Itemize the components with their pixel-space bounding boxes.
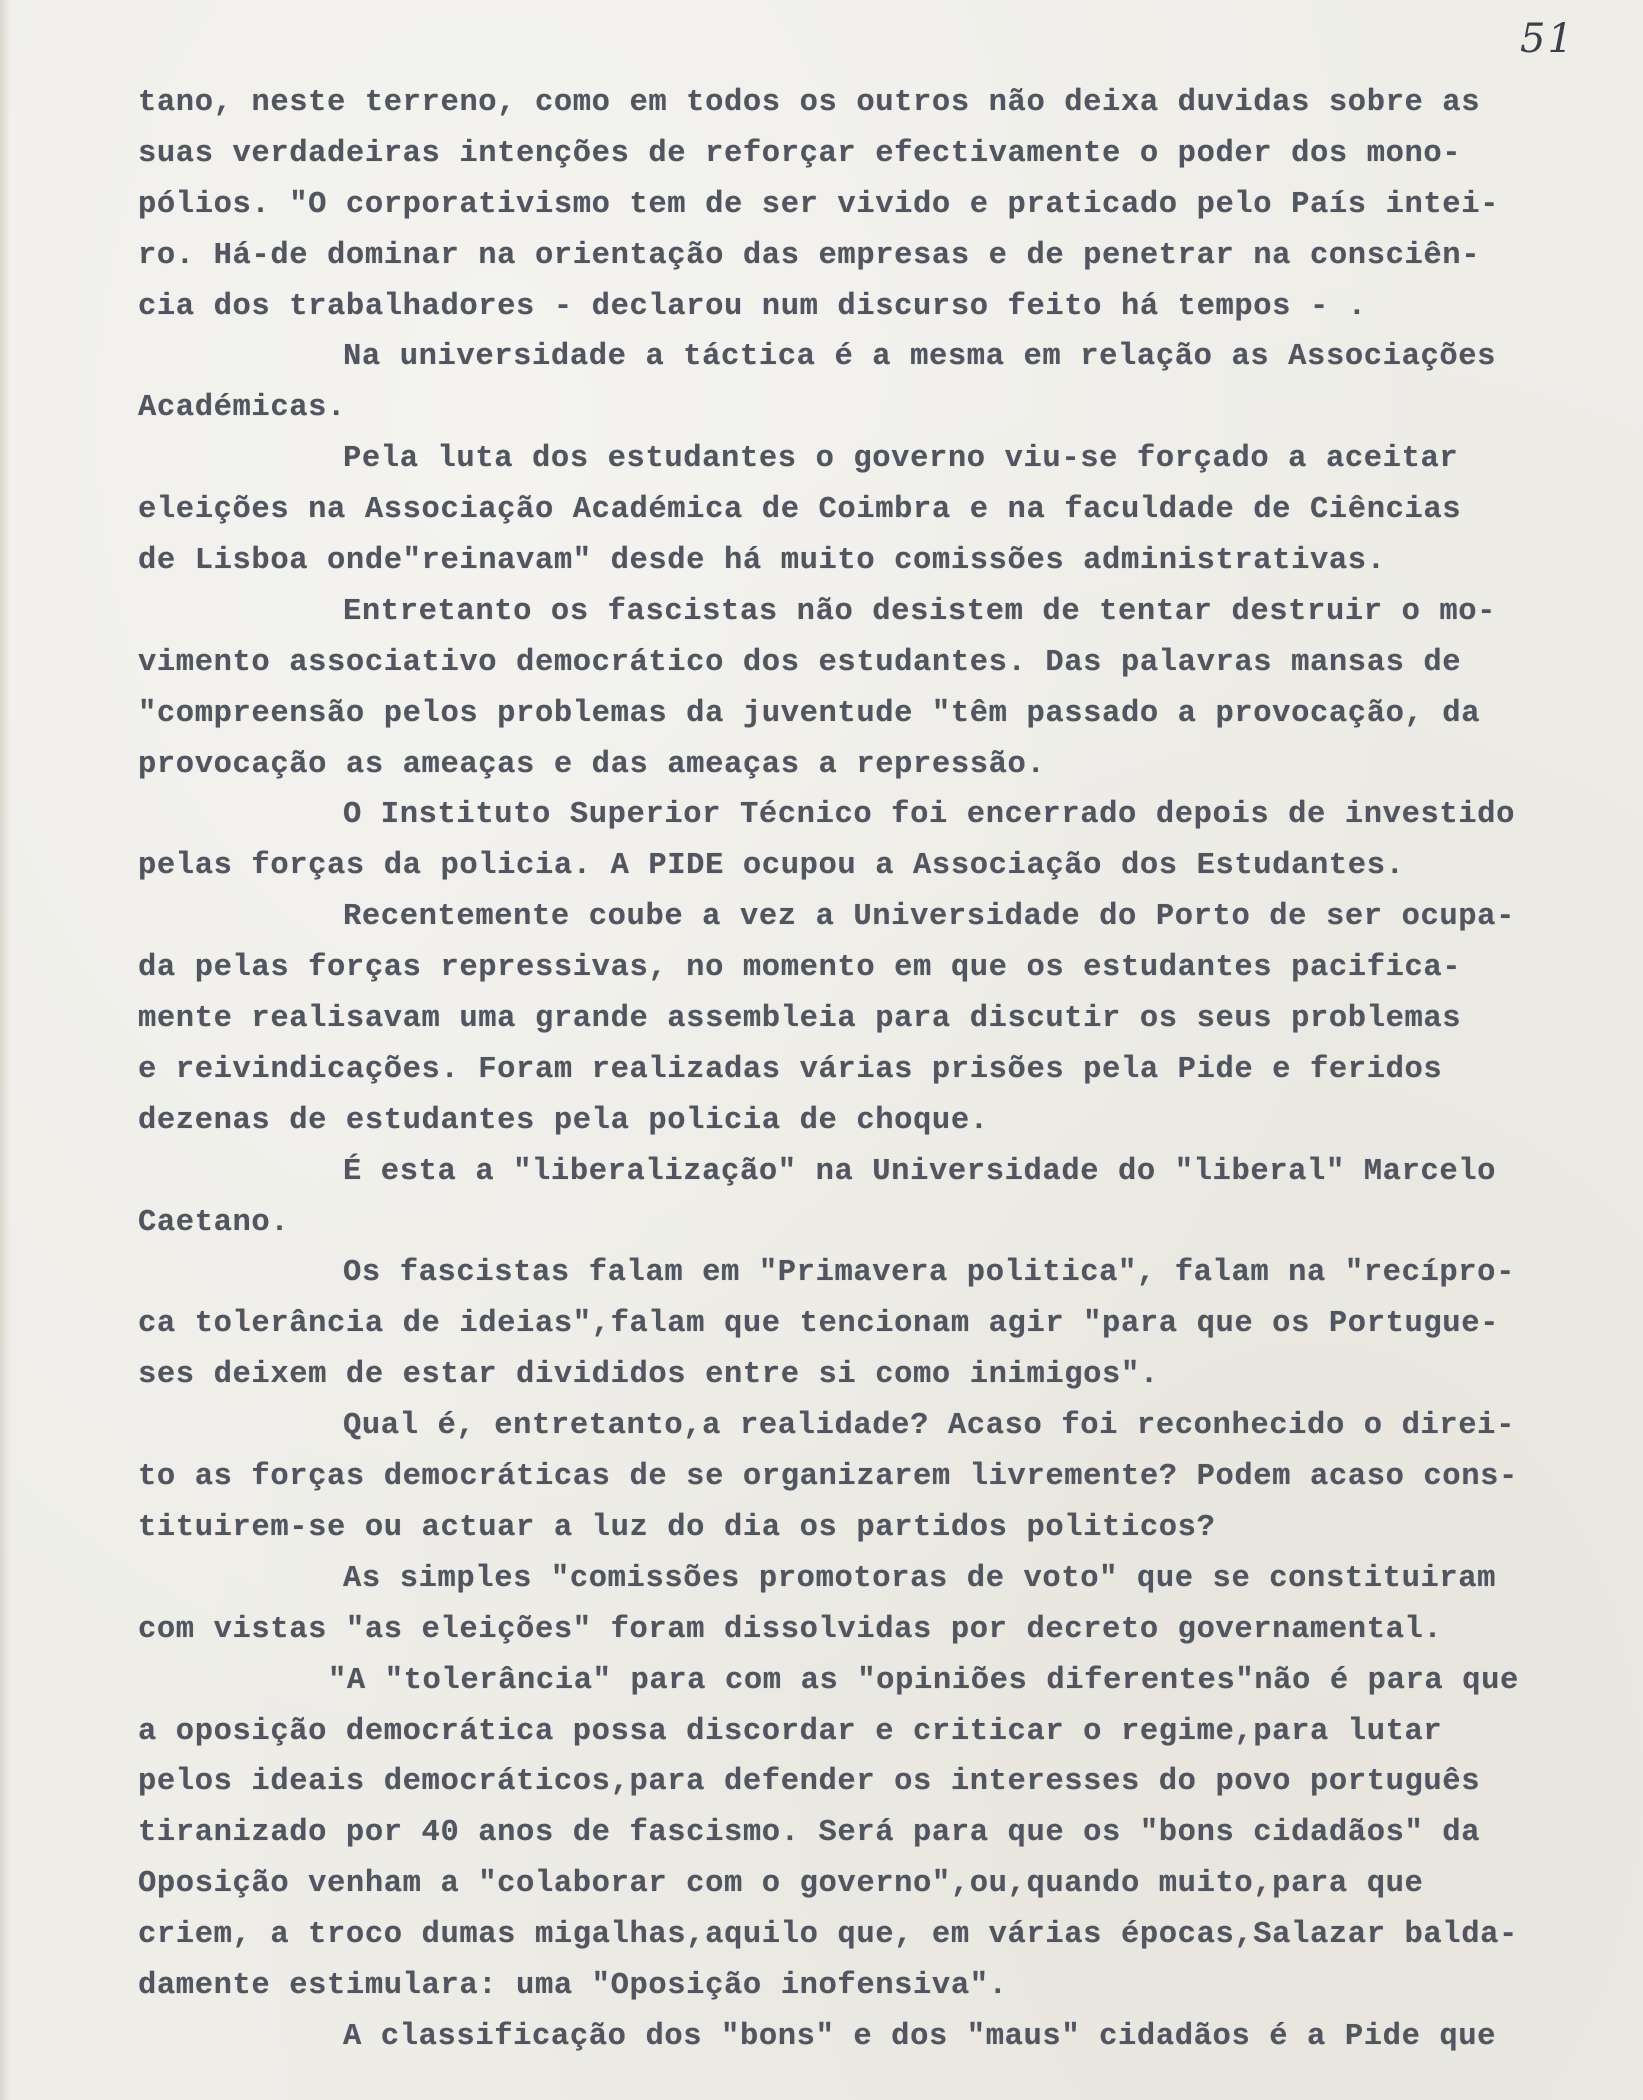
text-line: com vistas "as eleições" foram dissolvidas por decreto governamental. bbox=[138, 1612, 1443, 1647]
text-line: dezenas de estudantes pela policia de choque. bbox=[138, 1103, 989, 1138]
paragraph-first-line: Na universidade a táctica é a mesma em relação as Associações bbox=[343, 340, 1497, 375]
text-line: "compreensão pelos problemas da juventude "têm passado a provocação, da bbox=[138, 696, 1481, 731]
text-line: pólios. "O corporativismo tem de ser vivido e praticado pelo País intei- bbox=[138, 187, 1500, 222]
text-line: mente realisavam uma grande assembleia para discutir os seus problemas bbox=[138, 1002, 1462, 1037]
paragraph-first-line: Recentemente coube a vez a Universidade do Porto de ser ocupa- bbox=[343, 900, 1515, 935]
paragraph-first-line: "A "tolerância" para com as "opiniões diferentes"não é para que bbox=[328, 1663, 1519, 1698]
page-edge-shadow bbox=[0, 0, 10, 2100]
text-line: suas verdadeiras intenções de reforçar efectivamente o poder dos mono- bbox=[138, 136, 1462, 171]
handwritten-page-number: 51 bbox=[1520, 16, 1575, 62]
text-line: ro. Há-de dominar na orientação das empresas e de penetrar na consciên- bbox=[138, 238, 1481, 273]
text-line: eleições na Associação Académica de Coimbra e na faculdade de Ciências bbox=[138, 493, 1462, 528]
text-line: damente estimulara: uma "Oposição inofensiva". bbox=[138, 1968, 1008, 2003]
paragraph-first-line: Qual é, entretanto,a realidade? Acaso foi reconhecido o direi- bbox=[343, 1409, 1515, 1444]
typewritten-text-body bbox=[138, 78, 1618, 2063]
text-line: Caetano. bbox=[138, 1205, 290, 1240]
paragraph-first-line: Os fascistas falam em "Primavera politica", falam na "recípro- bbox=[343, 1256, 1515, 1291]
text-line: de Lisboa onde"reinavam" desde há muito comissões administrativas. bbox=[138, 544, 1386, 579]
text-line: ses deixem de estar divididos entre si como inimigos". bbox=[138, 1358, 1159, 1393]
text-line: to as forças democráticas de se organizarem livremente? Podem acaso cons- bbox=[138, 1460, 1518, 1495]
text-line: a oposição democrática possa discordar e criticar o regime,para lutar bbox=[138, 1714, 1443, 1749]
text-line: cia dos trabalhadores - declarou num discurso feito há tempos - . bbox=[138, 289, 1367, 324]
paragraph-first-line: Entretanto os fascistas não desistem de tentar destruir o mo- bbox=[343, 594, 1497, 629]
text-line: da pelas forças repressivas, no momento em que os estudantes pacifica- bbox=[138, 951, 1462, 986]
text-line: criem, a troco dumas migalhas,aquilo que, em várias épocas,Salazar balda- bbox=[138, 1918, 1518, 1953]
text-line: provocação as ameaças e das ameaças a repressão. bbox=[138, 747, 1046, 782]
text-line: tituirem-se ou actuar a luz do dia os partidos politicos? bbox=[138, 1510, 1216, 1545]
text-line: vimento associativo democrático dos estudantes. Das palavras mansas de bbox=[138, 645, 1462, 680]
text-line: Oposição venham a "colaborar com o governo",ou,quando muito,para que bbox=[138, 1867, 1424, 1902]
text-line: Académicas. bbox=[138, 391, 346, 426]
text-line: e reivindicações. Foram realizadas várias prisões pela Pide e feridos bbox=[138, 1052, 1443, 1087]
paragraph-first-line: Pela luta dos estudantes o governo viu-se forçado a aceitar bbox=[343, 442, 1459, 477]
paragraph-first-line: As simples "comissões promotoras de voto" que se constituiram bbox=[343, 1561, 1497, 1596]
paragraph-first-line: O Instituto Superior Técnico foi encerrado depois de investido bbox=[343, 798, 1515, 833]
paragraph-first-line: É esta a "liberalização" na Universidade do "liberal" Marcelo bbox=[343, 1154, 1497, 1189]
text-line: pelas forças da policia. A PIDE ocupou a Associação dos Estudantes. bbox=[138, 849, 1405, 884]
text-line: pelos ideais democráticos,para defender os interesses do povo português bbox=[138, 1765, 1481, 1800]
text-line: tano, neste terreno, como em todos os outros não deixa duvidas sobre as bbox=[138, 86, 1481, 120]
text-line: ca tolerância de ideias",falam que tencionam agir "para que os Portugue- bbox=[138, 1307, 1500, 1342]
text-line: tiranizado por 40 anos de fascismo. Será para que os "bons cidadãos" da bbox=[138, 1816, 1481, 1851]
paragraph-first-line: A classificação dos "bons" e dos "maus" cidadãos é a Pide que bbox=[343, 2019, 1497, 2054]
